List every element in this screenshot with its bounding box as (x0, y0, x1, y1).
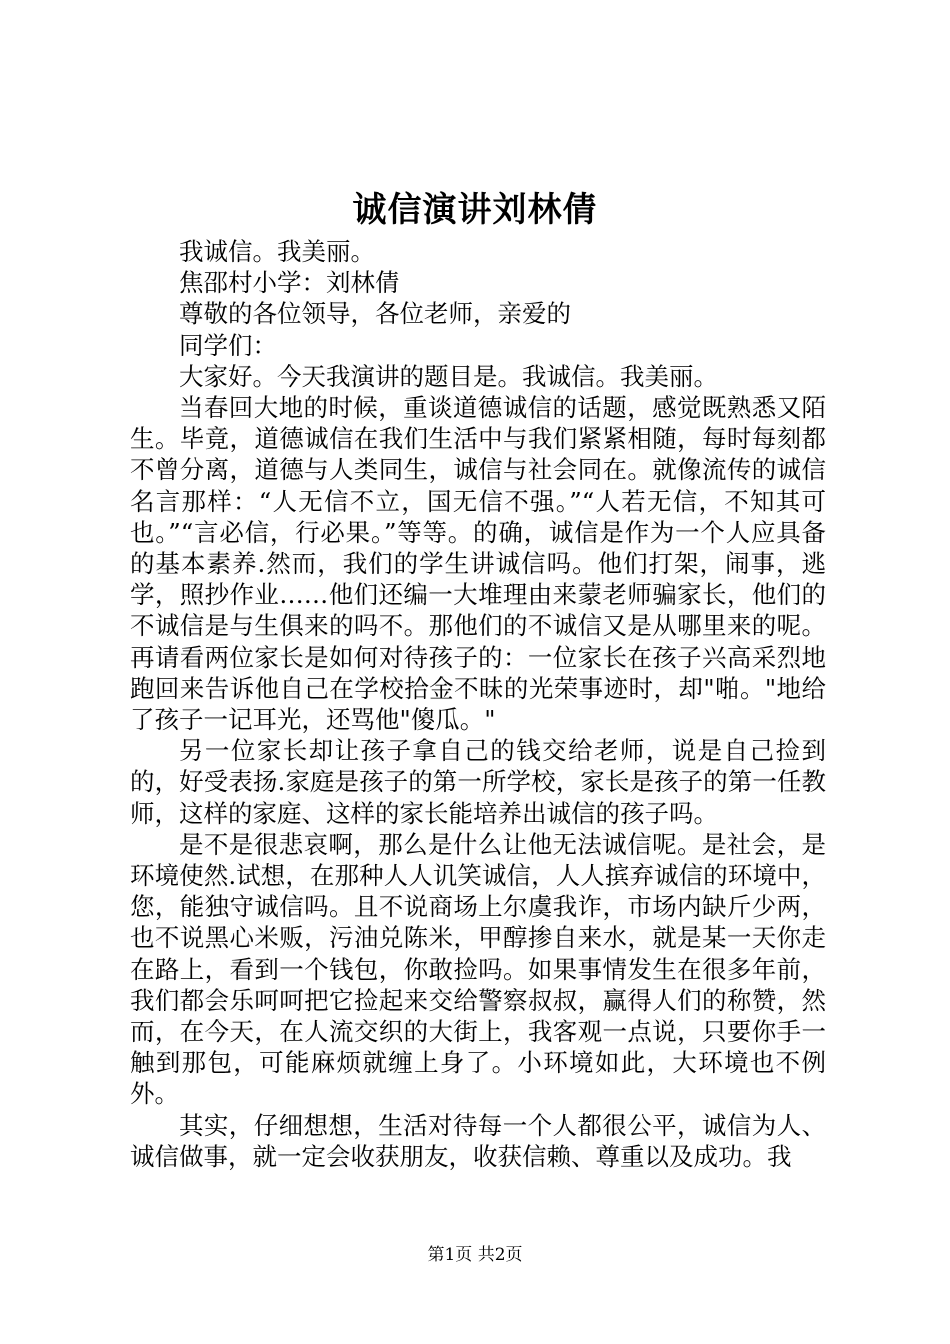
document-body (130, 236, 826, 1172)
paragraph: 另一位家长却让孩子拿自己的钱交给老师，说是自己捡到的，好受表扬.家庭是孩子的第一所学校，家长是孩子的第一任教师，这样的家庭、这样的家长能培养出诚信的孩子吗。 (130, 736, 826, 828)
paragraph: 当春回大地的时候，重谈道德诚信的话题，感觉既熟悉又陌生。毕竟，道德诚信在我们生活中与我们紧紧相随，每时每刻都不曾分离，道德与人类同生，诚信与社会同在。就像流传的诚信名言那样：“人无信不立，国无信不强。”“人若无信，不知其可也。”“言必信，行必果。”等等。的确，诚信是作为一个人应具备的基本素养.然而，我们的学生讲诚信吗。他们打架，闹事，逃学，照抄作业……他们还编一大堆理由来蒙老师骗家长，他们的不诚信是与生俱来的吗不。那他们的不诚信又是从哪里来的呢。再请看两位家长是如何对待孩子的：一位家长在孩子兴高采烈地跑回来告诉他自己在学校拾金不昧的光荣事迹时，却"啪。"地给了孩子一记耳光，还骂他"傻瓜。" (130, 393, 826, 735)
paragraph: 大家好。今天我演讲的题目是。我诚信。我美丽。 (179, 361, 718, 391)
paragraph: 焦邵村小学：刘林倩 (179, 268, 400, 298)
paragraph: 其实，仔细想想，生活对待每一个人都很公平，诚信为人、诚信做事，就一定会收获朋友，收获信赖、尊重以及成功。我 (130, 1110, 826, 1171)
document-title: 诚信演讲刘林倩 (352, 190, 598, 230)
paragraph: 我诚信。我美丽。 (179, 237, 375, 266)
page-footer: 第1页 共2页 (427, 1245, 523, 1265)
paragraph: 是不是很悲哀啊，那么是什么让他无法诚信呢。是社会，是环境使然.试想，在那种人人讥笑诚信，人人摈弃诚信的环境中，您，能独守诚信吗。且不说商场上尔虞我诈，市场内缺斤少两，也不说黑心米贩，污油兑陈米，甲醇掺自来水，就是某一天你走在路上，看到一个钱包，你敢捡吗。如果事情发生在很多年前，我们都会乐呵呵把它捡起来交给警察叔叔，赢得人们的称赞，然而，在今天，在人流交织的大街上，我客观一点说，只要你手一触到那包，可能麻烦就缠上身了。小环境如此，大环境也不例外。 (130, 829, 826, 1109)
paragraph: 尊敬的各位领导，各位老师，亲爱的 (179, 299, 571, 329)
paragraph: 同学们： (179, 330, 277, 360)
